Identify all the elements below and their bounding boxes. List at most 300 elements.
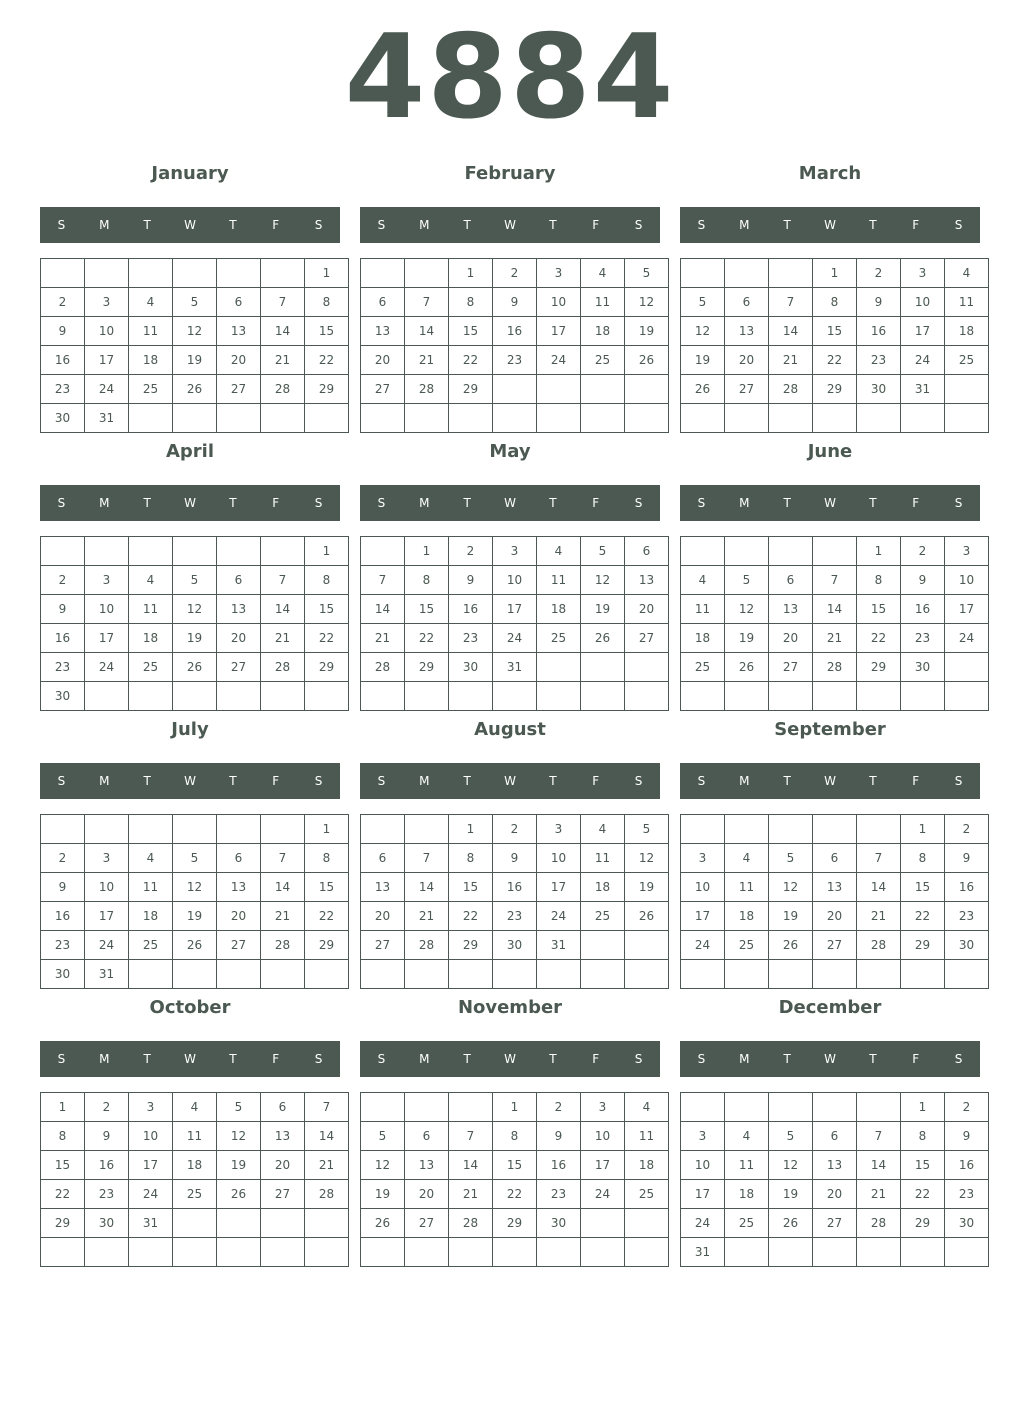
weekday-label: M bbox=[739, 1052, 750, 1066]
day-cell: 4 bbox=[581, 259, 625, 288]
weekday-header bbox=[40, 207, 340, 243]
empty-day-cell bbox=[449, 1093, 493, 1122]
day-cell: 8 bbox=[901, 844, 945, 873]
day-cell: 9 bbox=[41, 317, 85, 346]
day-cell: 14 bbox=[449, 1151, 493, 1180]
day-cell: 17 bbox=[493, 595, 537, 624]
day-cell: 14 bbox=[857, 1151, 901, 1180]
month-name: May bbox=[489, 441, 531, 462]
day-cell: 31 bbox=[681, 1238, 725, 1267]
day-cell: 22 bbox=[41, 1180, 85, 1209]
day-cell: 8 bbox=[41, 1122, 85, 1151]
day-cell: 21 bbox=[305, 1151, 349, 1180]
day-cell: 8 bbox=[405, 566, 449, 595]
day-cell: 27 bbox=[217, 653, 261, 682]
day-cell: 14 bbox=[769, 317, 813, 346]
empty-day-cell bbox=[449, 682, 493, 711]
day-cell: 20 bbox=[813, 902, 857, 931]
day-cell: 15 bbox=[813, 317, 857, 346]
empty-day-cell bbox=[537, 960, 581, 989]
week-row bbox=[681, 1180, 989, 1209]
day-cell: 7 bbox=[857, 844, 901, 873]
day-cell: 10 bbox=[681, 873, 725, 902]
weekday-label: T bbox=[549, 218, 557, 232]
day-cell: 16 bbox=[493, 317, 537, 346]
day-cell: 12 bbox=[173, 317, 217, 346]
empty-day-cell bbox=[945, 375, 989, 404]
weekday-label: S bbox=[377, 1052, 386, 1066]
weekday-header bbox=[680, 207, 980, 243]
empty-day-cell bbox=[305, 1209, 349, 1238]
week-row bbox=[41, 1151, 349, 1180]
day-cell: 22 bbox=[305, 902, 349, 931]
empty-day-cell bbox=[493, 960, 537, 989]
weekday-label: T bbox=[783, 1052, 791, 1066]
day-cell: 29 bbox=[857, 653, 901, 682]
day-cell: 1 bbox=[857, 537, 901, 566]
month-name: March bbox=[798, 163, 862, 184]
week-row bbox=[681, 595, 989, 624]
day-cell: 25 bbox=[581, 902, 625, 931]
empty-day-cell bbox=[217, 960, 261, 989]
day-cell: 19 bbox=[769, 902, 813, 931]
day-cell: 15 bbox=[493, 1151, 537, 1180]
day-cell: 20 bbox=[217, 902, 261, 931]
day-cell: 11 bbox=[129, 595, 173, 624]
week-row bbox=[681, 1209, 989, 1238]
day-cell: 15 bbox=[41, 1151, 85, 1180]
week-row bbox=[361, 404, 669, 433]
weekday-label: F bbox=[592, 1052, 600, 1066]
empty-day-cell bbox=[361, 1238, 405, 1267]
empty-day-cell bbox=[625, 960, 669, 989]
week-row bbox=[361, 375, 669, 404]
weekday-header bbox=[680, 1041, 980, 1077]
day-cell: 7 bbox=[405, 288, 449, 317]
day-cell: 22 bbox=[493, 1180, 537, 1209]
week-row bbox=[41, 1122, 349, 1151]
day-cell: 19 bbox=[625, 317, 669, 346]
month-name: October bbox=[149, 997, 231, 1018]
day-cell: 31 bbox=[85, 404, 129, 433]
day-cell: 15 bbox=[305, 595, 349, 624]
day-grid bbox=[40, 258, 349, 433]
day-cell: 23 bbox=[493, 902, 537, 931]
empty-day-cell bbox=[41, 1238, 85, 1267]
day-cell: 24 bbox=[901, 346, 945, 375]
empty-day-cell bbox=[857, 682, 901, 711]
empty-day-cell bbox=[129, 960, 173, 989]
weekday-label: S bbox=[314, 774, 323, 788]
empty-day-cell bbox=[537, 404, 581, 433]
day-cell: 1 bbox=[901, 815, 945, 844]
day-cell: 16 bbox=[41, 624, 85, 653]
empty-day-cell bbox=[173, 1238, 217, 1267]
day-cell: 6 bbox=[725, 288, 769, 317]
day-cell: 9 bbox=[41, 595, 85, 624]
week-row bbox=[361, 317, 669, 346]
weekday-label: S bbox=[634, 496, 643, 510]
day-cell: 12 bbox=[217, 1122, 261, 1151]
week-row bbox=[41, 317, 349, 346]
day-cell: 12 bbox=[769, 1151, 813, 1180]
day-cell: 29 bbox=[449, 375, 493, 404]
day-cell: 9 bbox=[945, 1122, 989, 1151]
day-grid bbox=[360, 258, 669, 433]
day-cell: 4 bbox=[681, 566, 725, 595]
day-cell: 1 bbox=[493, 1093, 537, 1122]
weekday-label: F bbox=[592, 496, 600, 510]
week-row bbox=[361, 682, 669, 711]
week-row bbox=[361, 595, 669, 624]
day-cell: 28 bbox=[305, 1180, 349, 1209]
day-cell: 9 bbox=[41, 873, 85, 902]
day-cell: 31 bbox=[493, 653, 537, 682]
empty-day-cell bbox=[813, 960, 857, 989]
week-row bbox=[361, 346, 669, 375]
month-name: July bbox=[171, 719, 209, 740]
day-cell: 29 bbox=[41, 1209, 85, 1238]
weekday-label: S bbox=[697, 774, 706, 788]
day-cell: 4 bbox=[945, 259, 989, 288]
day-grid bbox=[40, 536, 349, 711]
empty-day-cell bbox=[725, 1093, 769, 1122]
weekday-label: S bbox=[697, 218, 706, 232]
weekday-label: M bbox=[99, 1052, 110, 1066]
day-cell: 5 bbox=[173, 566, 217, 595]
empty-day-cell bbox=[405, 960, 449, 989]
day-cell: 2 bbox=[945, 815, 989, 844]
empty-day-cell bbox=[901, 1238, 945, 1267]
day-cell: 26 bbox=[625, 902, 669, 931]
day-cell: 23 bbox=[449, 624, 493, 653]
weekday-label: T bbox=[783, 496, 791, 510]
day-cell: 26 bbox=[625, 346, 669, 375]
empty-day-cell bbox=[581, 404, 625, 433]
day-cell: 24 bbox=[681, 931, 725, 960]
day-cell: 7 bbox=[261, 844, 305, 873]
day-cell: 17 bbox=[85, 902, 129, 931]
week-row bbox=[681, 960, 989, 989]
empty-day-cell bbox=[625, 375, 669, 404]
empty-day-cell bbox=[261, 815, 305, 844]
empty-day-cell bbox=[493, 375, 537, 404]
day-cell: 8 bbox=[305, 566, 349, 595]
day-cell: 2 bbox=[493, 815, 537, 844]
day-cell: 28 bbox=[261, 375, 305, 404]
empty-day-cell bbox=[581, 653, 625, 682]
day-cell: 5 bbox=[769, 844, 813, 873]
day-cell: 6 bbox=[625, 537, 669, 566]
day-cell: 11 bbox=[581, 288, 625, 317]
day-cell: 6 bbox=[261, 1093, 305, 1122]
week-row bbox=[681, 1093, 989, 1122]
week-row bbox=[681, 259, 989, 288]
weekday-label: M bbox=[419, 218, 430, 232]
day-cell: 26 bbox=[769, 931, 813, 960]
empty-day-cell bbox=[449, 404, 493, 433]
weekday-label: W bbox=[824, 218, 836, 232]
day-cell: 14 bbox=[405, 873, 449, 902]
empty-day-cell bbox=[129, 682, 173, 711]
empty-day-cell bbox=[581, 960, 625, 989]
empty-day-cell bbox=[305, 404, 349, 433]
day-cell: 5 bbox=[769, 1122, 813, 1151]
day-cell: 18 bbox=[129, 902, 173, 931]
day-cell: 9 bbox=[493, 288, 537, 317]
weekday-header bbox=[40, 485, 340, 521]
empty-day-cell bbox=[625, 1238, 669, 1267]
empty-day-cell bbox=[769, 259, 813, 288]
weekday-label: S bbox=[314, 496, 323, 510]
weekday-label: W bbox=[504, 496, 516, 510]
weekday-label: T bbox=[143, 774, 151, 788]
day-cell: 5 bbox=[625, 259, 669, 288]
day-cell: 3 bbox=[537, 815, 581, 844]
day-cell: 23 bbox=[493, 346, 537, 375]
day-cell: 18 bbox=[129, 624, 173, 653]
empty-day-cell bbox=[449, 1238, 493, 1267]
week-row bbox=[41, 259, 349, 288]
day-cell: 14 bbox=[305, 1122, 349, 1151]
day-cell: 27 bbox=[625, 624, 669, 653]
day-cell: 28 bbox=[405, 375, 449, 404]
empty-day-cell bbox=[945, 404, 989, 433]
empty-day-cell bbox=[581, 1209, 625, 1238]
weekday-label: T bbox=[549, 496, 557, 510]
day-cell: 27 bbox=[217, 375, 261, 404]
week-row bbox=[361, 537, 669, 566]
week-row bbox=[681, 1238, 989, 1267]
empty-day-cell bbox=[85, 537, 129, 566]
day-cell: 11 bbox=[725, 873, 769, 902]
empty-day-cell bbox=[581, 931, 625, 960]
day-cell: 18 bbox=[581, 873, 625, 902]
week-row bbox=[361, 844, 669, 873]
day-cell: 13 bbox=[361, 317, 405, 346]
month-name: April bbox=[165, 441, 215, 462]
empty-day-cell bbox=[361, 815, 405, 844]
day-cell: 2 bbox=[85, 1093, 129, 1122]
empty-day-cell bbox=[681, 682, 725, 711]
day-cell: 4 bbox=[129, 288, 173, 317]
day-cell: 1 bbox=[449, 259, 493, 288]
day-cell: 19 bbox=[217, 1151, 261, 1180]
day-cell: 24 bbox=[493, 624, 537, 653]
day-cell: 5 bbox=[173, 844, 217, 873]
day-cell: 16 bbox=[945, 1151, 989, 1180]
day-cell: 10 bbox=[581, 1122, 625, 1151]
day-cell: 18 bbox=[581, 317, 625, 346]
empty-day-cell bbox=[769, 960, 813, 989]
empty-day-cell bbox=[901, 404, 945, 433]
day-cell: 25 bbox=[625, 1180, 669, 1209]
week-row bbox=[681, 1151, 989, 1180]
day-cell: 24 bbox=[85, 375, 129, 404]
day-cell: 24 bbox=[945, 624, 989, 653]
day-cell: 26 bbox=[769, 1209, 813, 1238]
day-cell: 31 bbox=[537, 931, 581, 960]
day-cell: 8 bbox=[857, 566, 901, 595]
day-cell: 25 bbox=[581, 346, 625, 375]
day-cell: 28 bbox=[449, 1209, 493, 1238]
day-cell: 20 bbox=[725, 346, 769, 375]
empty-day-cell bbox=[85, 682, 129, 711]
day-cell: 25 bbox=[129, 653, 173, 682]
weekday-label: T bbox=[783, 774, 791, 788]
weekday-label: S bbox=[634, 774, 643, 788]
day-cell: 10 bbox=[493, 566, 537, 595]
day-cell: 9 bbox=[945, 844, 989, 873]
day-cell: 21 bbox=[361, 624, 405, 653]
day-cell: 16 bbox=[41, 346, 85, 375]
day-cell: 2 bbox=[901, 537, 945, 566]
weekday-label: S bbox=[697, 1052, 706, 1066]
day-cell: 28 bbox=[769, 375, 813, 404]
day-cell: 21 bbox=[405, 902, 449, 931]
day-grid bbox=[360, 1092, 669, 1267]
empty-day-cell bbox=[813, 404, 857, 433]
day-cell: 26 bbox=[217, 1180, 261, 1209]
empty-day-cell bbox=[581, 1238, 625, 1267]
day-cell: 11 bbox=[129, 317, 173, 346]
day-cell: 24 bbox=[581, 1180, 625, 1209]
day-cell: 4 bbox=[625, 1093, 669, 1122]
day-cell: 15 bbox=[405, 595, 449, 624]
day-cell: 17 bbox=[681, 1180, 725, 1209]
day-cell: 20 bbox=[625, 595, 669, 624]
day-cell: 3 bbox=[901, 259, 945, 288]
day-cell: 23 bbox=[901, 624, 945, 653]
day-cell: 1 bbox=[449, 815, 493, 844]
empty-day-cell bbox=[769, 1238, 813, 1267]
day-cell: 11 bbox=[945, 288, 989, 317]
day-cell: 28 bbox=[261, 931, 305, 960]
day-cell: 22 bbox=[857, 624, 901, 653]
weekday-label: T bbox=[549, 774, 557, 788]
empty-day-cell bbox=[681, 815, 725, 844]
week-row bbox=[41, 346, 349, 375]
day-cell: 2 bbox=[857, 259, 901, 288]
empty-day-cell bbox=[813, 815, 857, 844]
day-cell: 15 bbox=[305, 317, 349, 346]
day-cell: 8 bbox=[449, 288, 493, 317]
day-cell: 15 bbox=[901, 1151, 945, 1180]
day-cell: 6 bbox=[813, 1122, 857, 1151]
empty-day-cell bbox=[129, 404, 173, 433]
week-row bbox=[361, 653, 669, 682]
week-row bbox=[361, 873, 669, 902]
weekday-label: T bbox=[463, 496, 471, 510]
empty-day-cell bbox=[261, 960, 305, 989]
day-cell: 18 bbox=[681, 624, 725, 653]
day-cell: 5 bbox=[173, 288, 217, 317]
weekday-label: M bbox=[419, 774, 430, 788]
empty-day-cell bbox=[85, 815, 129, 844]
day-grid bbox=[680, 814, 989, 989]
week-row bbox=[41, 288, 349, 317]
day-cell: 12 bbox=[725, 595, 769, 624]
weekday-label: S bbox=[377, 774, 386, 788]
day-cell: 26 bbox=[173, 375, 217, 404]
day-cell: 1 bbox=[305, 815, 349, 844]
empty-day-cell bbox=[945, 960, 989, 989]
day-cell: 7 bbox=[261, 288, 305, 317]
week-row bbox=[361, 1238, 669, 1267]
empty-day-cell bbox=[681, 960, 725, 989]
day-cell: 19 bbox=[361, 1180, 405, 1209]
weekday-label: W bbox=[184, 218, 196, 232]
empty-day-cell bbox=[813, 1238, 857, 1267]
week-row bbox=[361, 960, 669, 989]
day-cell: 25 bbox=[681, 653, 725, 682]
day-cell: 29 bbox=[813, 375, 857, 404]
day-cell: 30 bbox=[945, 1209, 989, 1238]
day-cell: 9 bbox=[857, 288, 901, 317]
day-cell: 26 bbox=[361, 1209, 405, 1238]
day-cell: 20 bbox=[361, 902, 405, 931]
day-cell: 12 bbox=[361, 1151, 405, 1180]
day-cell: 8 bbox=[813, 288, 857, 317]
day-cell: 21 bbox=[261, 346, 305, 375]
weekday-label: T bbox=[869, 496, 877, 510]
empty-day-cell bbox=[945, 653, 989, 682]
weekday-label: S bbox=[377, 496, 386, 510]
day-cell: 15 bbox=[857, 595, 901, 624]
day-cell: 23 bbox=[945, 1180, 989, 1209]
day-cell: 4 bbox=[725, 844, 769, 873]
day-cell: 21 bbox=[813, 624, 857, 653]
day-cell: 30 bbox=[41, 960, 85, 989]
day-cell: 19 bbox=[725, 624, 769, 653]
week-row bbox=[361, 1122, 669, 1151]
week-row bbox=[681, 346, 989, 375]
week-row bbox=[681, 375, 989, 404]
day-cell: 13 bbox=[217, 595, 261, 624]
empty-day-cell bbox=[261, 1238, 305, 1267]
day-cell: 22 bbox=[449, 902, 493, 931]
empty-day-cell bbox=[173, 404, 217, 433]
empty-day-cell bbox=[173, 960, 217, 989]
empty-day-cell bbox=[625, 404, 669, 433]
month-name: August bbox=[474, 719, 546, 740]
empty-day-cell bbox=[493, 682, 537, 711]
day-cell: 13 bbox=[217, 317, 261, 346]
weekday-label: F bbox=[272, 774, 280, 788]
empty-day-cell bbox=[813, 537, 857, 566]
empty-day-cell bbox=[85, 1238, 129, 1267]
empty-day-cell bbox=[857, 1093, 901, 1122]
day-cell: 22 bbox=[901, 1180, 945, 1209]
weekday-label: T bbox=[229, 1052, 237, 1066]
day-cell: 26 bbox=[681, 375, 725, 404]
empty-day-cell bbox=[305, 682, 349, 711]
empty-day-cell bbox=[361, 537, 405, 566]
weekday-label: W bbox=[184, 774, 196, 788]
day-cell: 24 bbox=[85, 931, 129, 960]
empty-day-cell bbox=[405, 404, 449, 433]
day-cell: 3 bbox=[681, 1122, 725, 1151]
day-cell: 10 bbox=[85, 317, 129, 346]
day-cell: 27 bbox=[769, 653, 813, 682]
weekday-label: F bbox=[912, 1052, 920, 1066]
empty-day-cell bbox=[537, 653, 581, 682]
empty-day-cell bbox=[725, 537, 769, 566]
week-row bbox=[41, 404, 349, 433]
month-name: January bbox=[151, 163, 229, 184]
day-cell: 24 bbox=[85, 653, 129, 682]
week-row bbox=[681, 902, 989, 931]
